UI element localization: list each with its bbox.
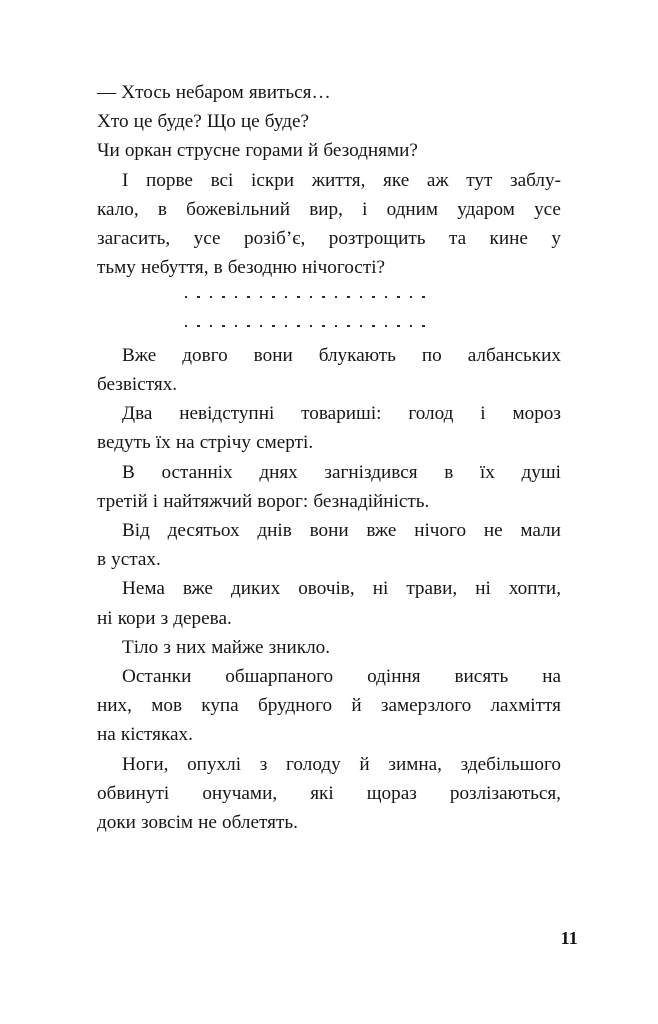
separator-dot [285,325,287,327]
separator-dot [247,325,249,327]
paragraph [97,750,561,838]
text-word: божевільний [186,198,291,220]
text-line: безвістях. [97,374,178,395]
text-word: купа [201,695,239,717]
paragraph [97,341,561,399]
text-line: третій і найтяжчий ворог: безнадійність. [97,490,430,512]
paragraph [97,107,561,136]
text-line: Чи оркан струсне горами й безоднями? [97,140,418,162]
paragraph [97,458,561,516]
text-line: ведуть їх на стрічу смерті. [97,432,314,454]
text-word: В [122,461,135,483]
paragraph [97,516,561,574]
text-line [97,224,561,253]
text-word: й [359,753,370,775]
paragraph [97,574,561,632]
separator-dot [272,296,274,298]
text-word: тут [466,169,493,191]
text-word: опухлі [187,753,242,775]
separator-dot [185,296,187,298]
text-line: тьму небуття, в безодню нічогості? [97,257,386,279]
separator-dot [422,325,424,327]
text-line [97,516,561,545]
text-word: та [448,228,467,250]
text-word: Ноги, [122,753,169,775]
text-word: загніздився [324,461,418,483]
separator-dot [222,296,224,298]
text-word: обшарпаного [225,666,334,688]
text-word: душі [521,461,561,483]
text-word: трави, [406,578,458,600]
text-line: на кістяках. [97,724,193,746]
separator-dot [360,325,362,327]
text-word: онучами, [202,782,278,804]
text-word: мов [151,695,182,717]
separator-dot [335,325,337,327]
dot-separator-dots [185,325,425,327]
dot-separator [97,312,561,341]
text-line [97,341,561,370]
text-word: ударом [457,198,515,220]
text-word: Від [122,520,150,542]
text-word: і [480,403,486,425]
text-word: вони [309,520,349,542]
text-word: замерзлого [380,695,472,717]
text-word: днів [257,520,292,542]
paragraph [97,662,561,750]
text-word: хопти, [508,578,561,600]
separator-dot [310,325,312,327]
separator-dot [385,296,387,298]
text-word: днях [259,461,298,483]
separator-dot [310,296,312,298]
text-word: їх [479,461,495,483]
text-word: зимна, [388,753,442,775]
text-line: ні кори з дерева. [97,607,232,629]
text-word: товариші: [301,403,382,425]
separator-dot [322,325,324,327]
text-line [97,458,561,487]
text-word: І [122,169,129,191]
text-word: албанських [467,344,561,366]
text-word: одним [386,198,439,220]
separator-dot [285,296,287,298]
text-word: аж [426,169,449,191]
paragraph [97,633,561,662]
separator-dot [260,325,262,327]
text-word: порве [146,169,193,191]
text-word: усе [193,228,221,250]
text-word: в [444,461,454,483]
paragraph [97,166,561,283]
text-word: які [310,782,334,804]
text-line [97,166,561,195]
separator-dot [210,325,212,327]
text-word: життя, [311,169,366,191]
text-word: іскри [251,169,295,191]
separator-dot [197,296,199,298]
separator-dot [210,296,212,298]
text-word: овочів, [298,578,355,600]
text-word: вже [366,520,397,542]
text-word: десятьох [167,520,240,542]
text-line [97,691,561,720]
text-word: по [421,344,442,366]
dot-separator [97,282,561,311]
separator-dot [235,296,237,298]
text-line: Хто це буде? Що це буде? [97,111,310,133]
text-word: і [362,198,368,220]
separator-dot [235,325,237,327]
text-word: блукають [318,344,396,366]
text-word: мали [520,520,561,542]
separator-dot [197,325,199,327]
separator-dot [385,325,387,327]
text-word: Вже [122,344,157,366]
separator-dot [372,325,374,327]
text-word: з [259,753,268,775]
separator-dot [397,325,399,327]
text-word: загасить, [97,228,171,250]
separator-dot [360,296,362,298]
text-line: — Хтось небаром явиться… [97,82,331,103]
text-word: висять [454,666,509,688]
text-word: розіб’є, [243,228,306,250]
text-word: голоду [286,753,341,775]
text-word: на [542,666,561,688]
text-word: лахміття [490,695,561,717]
dot-separator-dots [185,296,425,298]
separator-dot [260,296,262,298]
text-word: не [483,520,503,542]
text-word: Нема [122,578,165,600]
text-word: розлізаються, [449,782,561,804]
separator-dot [297,296,299,298]
text-word: кало, [97,198,139,220]
text-word: вже [182,578,213,600]
text-line [97,195,561,224]
text-word: й [351,695,362,717]
separator-dot [297,325,299,327]
text-line [97,574,561,603]
text-word: ні [475,578,491,600]
separator-dot [185,325,187,327]
text-word: здебільшого [460,753,561,775]
paragraph [97,399,561,457]
text-word: щораз [366,782,417,804]
text-word: одіння [367,666,421,688]
text-word: Останки [122,666,192,688]
text-word: заблу- [510,169,561,191]
separator-dot [372,296,374,298]
text-word: Два [122,403,153,425]
text-word: кине [489,228,528,250]
text-word: нічого [414,520,467,542]
text-word: всі [210,169,234,191]
paragraph [97,78,561,107]
text-word: брудного [257,695,333,717]
separator-dot [397,296,399,298]
text-word: вони [253,344,293,366]
separator-dot [222,325,224,327]
text-word: останніх [161,461,233,483]
text-word: довго [182,344,228,366]
text-line [97,750,561,779]
text-line: Тіло з них майже зникло. [122,636,331,658]
text-word: у [551,228,561,250]
page-number: 11 [560,928,578,948]
text-line [97,399,561,428]
text-line: доки зовсім не облетять. [97,812,298,834]
separator-dot [410,325,412,327]
separator-dot [247,296,249,298]
text-word: ні [372,578,389,600]
text-word: голод [408,403,454,425]
separator-dot [422,296,424,298]
separator-dot [272,325,274,327]
text-word: в [157,198,167,220]
separator-dot [322,296,324,298]
separator-dot [347,325,349,327]
text-line [97,662,561,691]
separator-dot [347,296,349,298]
page-text-body [97,78,561,837]
separator-dot [335,296,337,298]
text-word: яке [383,169,410,191]
text-word: мороз [512,403,561,425]
text-line: в устах. [97,549,161,571]
text-word: вир, [309,198,343,220]
text-word: розтрощить [328,228,426,250]
text-word: них, [97,695,132,717]
text-word: диких [230,578,281,600]
text-word: обвинуті [97,782,170,804]
text-word: усе [534,198,561,220]
paragraph [97,136,561,165]
separator-dot [410,296,412,298]
text-word: невідступні [179,403,275,425]
text-line [97,779,561,808]
